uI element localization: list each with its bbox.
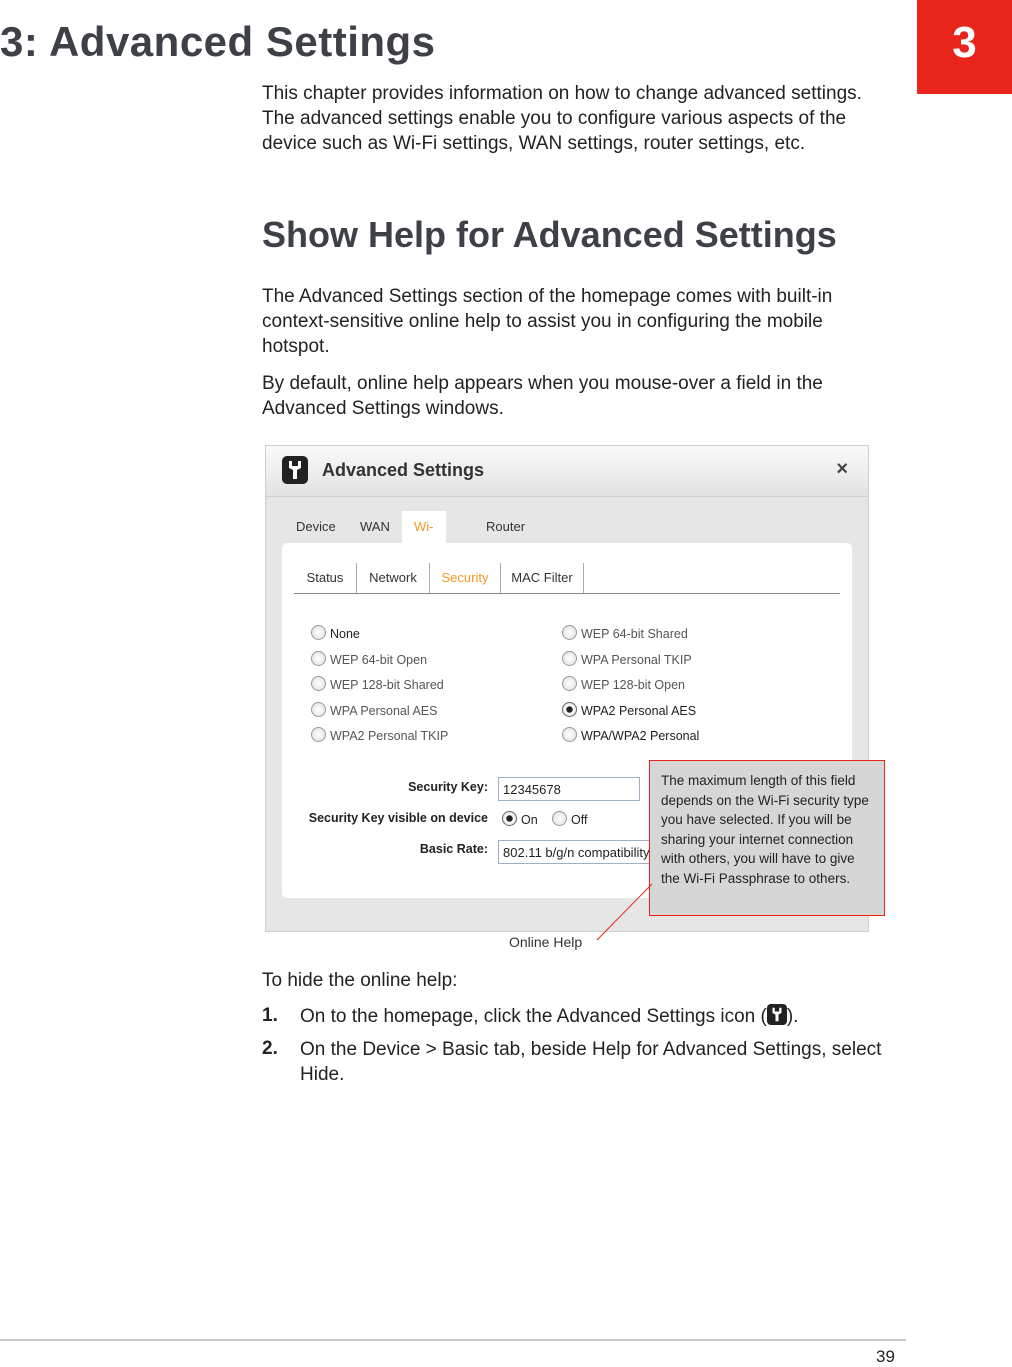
footer-rule (0, 1339, 906, 1341)
section-heading: Show Help for Advanced Settings (262, 214, 837, 255)
chapter-title: 3: Advanced Settings (0, 18, 436, 65)
steps-intro: To hide the online help: (262, 970, 458, 991)
tab-device[interactable]: Device (296, 519, 336, 534)
tab-router[interactable]: Router (486, 519, 526, 534)
tab-wi-fi[interactable]: Wi- (402, 511, 446, 543)
chapter-intro: This chapter provides information on how to change advanced settings. The advanced settings enable you to configure various aspects of the device such as Wi-Fi settings, WAN settings, router settings, etc. (262, 83, 862, 154)
radio-icon (562, 625, 577, 640)
subtab-network[interactable]: Network (369, 570, 417, 585)
wrench-icon (282, 456, 308, 484)
close-icon[interactable]: × (836, 458, 848, 480)
radio-icon (311, 702, 326, 717)
key-visible-label: Security Key visible on device (308, 811, 488, 825)
radio-icon (562, 676, 577, 691)
page-number: 39 (876, 1347, 895, 1366)
screenshot-title: Advanced Settings (322, 460, 485, 480)
step-1-text: On to the homepage, click the Advanced Settings icon ( ). (300, 1006, 799, 1027)
radio-wpa-personal-aes[interactable]: WPA Personal AES (311, 702, 437, 720)
security-key-input[interactable]: 12345678 (498, 777, 640, 801)
subtab-security[interactable]: Security (441, 570, 489, 585)
section-paragraph-1: The Advanced Settings section of the homepage comes with built-in context-sensitive online help to assist you in configuring the mobile hotspot. (262, 286, 833, 357)
radio-wep-64-shared[interactable]: WEP 64-bit Shared (562, 625, 688, 643)
step-2-number: 2. (262, 1038, 278, 1059)
security-key-label: Security Key: (408, 780, 488, 794)
radio-visible-on[interactable]: On (502, 811, 538, 829)
radio-selected-icon (562, 702, 577, 717)
radio-wpa-wpa2-personal[interactable]: WPA/WPA2 Personal (562, 727, 699, 745)
subtab-mac-filter[interactable]: MAC Filter (511, 570, 573, 585)
chapter-number-tab: 3 (917, 0, 1012, 94)
screenshot-header (266, 446, 868, 497)
radio-wep-128-shared[interactable]: WEP 128-bit Shared (311, 676, 444, 694)
radio-selected-icon (502, 811, 517, 826)
basic-rate-label: Basic Rate: (419, 842, 488, 856)
sub-tabs (294, 563, 840, 594)
radio-wep-128-open[interactable]: WEP 128-bit Open (562, 676, 685, 694)
radio-none[interactable]: None (311, 625, 360, 643)
radio-icon (562, 651, 577, 666)
wrench-icon (767, 1004, 787, 1025)
basic-rate-select[interactable]: 802.11 b/g/n compatibility (498, 840, 650, 864)
radio-wep-64-open[interactable]: WEP 64-bit Open (311, 651, 427, 669)
radio-icon (311, 727, 326, 742)
radio-icon (552, 811, 567, 826)
step-1-number: 1. (262, 1005, 278, 1026)
radio-wpa2-personal-tkip[interactable]: WPA2 Personal TKIP (311, 727, 448, 745)
online-help-callout-label: Online Help (509, 934, 583, 950)
step-2-text: On the Device > Basic tab, beside Help for Advanced Settings, select Hide. (300, 1039, 882, 1085)
radio-icon (311, 625, 326, 640)
radio-icon (562, 727, 577, 742)
radio-icon (311, 651, 326, 666)
tab-wan[interactable]: WAN (360, 519, 390, 534)
radio-icon (311, 676, 326, 691)
radio-visible-off[interactable]: Off (552, 811, 587, 829)
online-help-popup: The maximum length of this field depends on the Wi-Fi security type you have selected. If you will be sharing your internet connection with others, you will have to give the Wi-Fi Passphrase to others. (649, 760, 885, 916)
radio-wpa2-personal-aes[interactable]: WPA2 Personal AES (562, 702, 696, 720)
section-paragraph-2: By default, online help appears when you mouse-over a field in the Advanced Settings windows. (262, 373, 823, 419)
subtab-status[interactable]: Status (306, 570, 344, 585)
radio-wpa-personal-tkip[interactable]: WPA Personal TKIP (562, 651, 692, 669)
